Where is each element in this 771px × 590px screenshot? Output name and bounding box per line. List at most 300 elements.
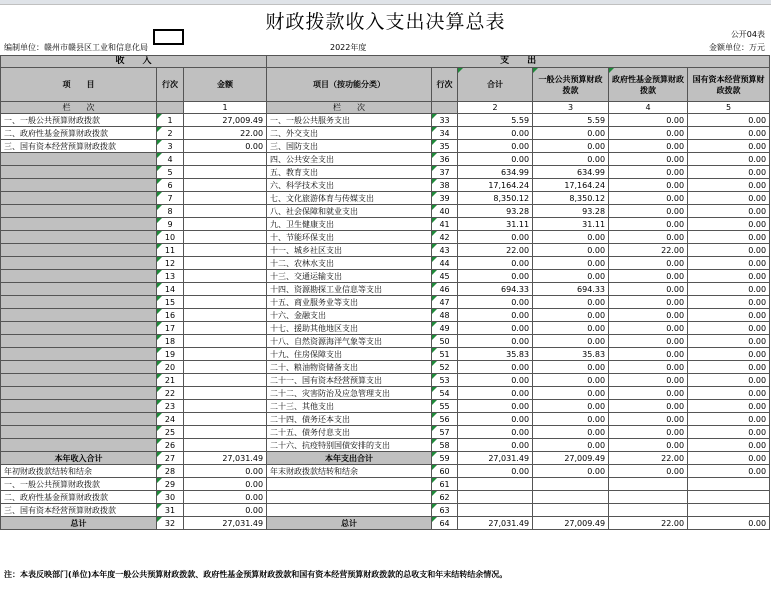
total-cell[interactable]: 0.00 xyxy=(458,335,533,348)
total-cell[interactable]: 0.00 xyxy=(458,296,533,309)
fund-cell[interactable]: 0.00 xyxy=(609,309,688,322)
soe-cell[interactable] xyxy=(688,478,770,491)
right-item: 十四、资源勘探工业信息等支出 xyxy=(267,283,432,296)
table-row xyxy=(1,491,770,504)
left-item xyxy=(1,387,157,400)
grand-total-label-2: 总计 xyxy=(267,517,432,530)
left-amount[interactable] xyxy=(184,374,267,387)
table-row xyxy=(1,114,770,127)
fund-cell[interactable]: 0.00 xyxy=(609,231,688,244)
table-row xyxy=(1,439,770,452)
soe-cell[interactable]: 0.00 xyxy=(688,426,770,439)
left-amount[interactable] xyxy=(184,322,267,335)
fund-cell[interactable]: 0.00 xyxy=(609,426,688,439)
left-item: 二、政府性基金预算财政拨款 xyxy=(1,491,157,504)
total-cell[interactable] xyxy=(458,491,533,504)
left-amount[interactable] xyxy=(184,400,267,413)
general-cell[interactable]: 0.00 xyxy=(533,140,609,153)
table-row xyxy=(1,322,770,335)
fund-header: 政府性基金预算财政拨款 xyxy=(609,68,688,102)
fund-cell[interactable]: 0.00 xyxy=(609,387,688,400)
left-item xyxy=(1,231,157,244)
left-line: 14 xyxy=(157,283,184,296)
table-row xyxy=(1,257,770,270)
soe-cell[interactable]: 0.00 xyxy=(688,387,770,400)
right-line: 57 xyxy=(432,426,458,439)
right-line: 52 xyxy=(432,361,458,374)
grand-total-row xyxy=(1,517,770,530)
col-label: 栏 次 xyxy=(1,102,157,114)
total-cell[interactable]: 35.83 xyxy=(458,348,533,361)
left-line: 17 xyxy=(157,322,184,335)
right-item: 一、一般公共服务支出 xyxy=(267,114,432,127)
left-item xyxy=(1,218,157,231)
left-line: 11 xyxy=(157,244,184,257)
fund-cell[interactable]: 0.00 xyxy=(609,374,688,387)
left-line: 5 xyxy=(157,166,184,179)
soe-cell[interactable]: 0.00 xyxy=(688,166,770,179)
left-item xyxy=(1,270,157,283)
fund-cell[interactable]: 0.00 xyxy=(609,140,688,153)
page-title: 财政拨款收入支出决算总表 xyxy=(265,11,506,33)
table-row xyxy=(1,478,770,491)
general-cell[interactable]: 0.00 xyxy=(533,361,609,374)
soe-cell[interactable]: 0.00 xyxy=(688,114,770,127)
right-line: 56 xyxy=(432,413,458,426)
soe-cell[interactable]: 0.00 xyxy=(688,309,770,322)
left-line: 2 xyxy=(157,127,184,140)
left-item xyxy=(1,322,157,335)
total-cell[interactable]: 0.00 xyxy=(458,322,533,335)
left-amount[interactable]: 0.00 xyxy=(184,478,267,491)
left-amount[interactable] xyxy=(184,270,267,283)
total-cell[interactable]: 0.00 xyxy=(458,387,533,400)
general-cell[interactable]: 0.00 xyxy=(533,413,609,426)
left-amount[interactable]: 27,009.49 xyxy=(184,114,267,127)
soe-cell[interactable]: 0.00 xyxy=(688,270,770,283)
left-item xyxy=(1,348,157,361)
total-cell[interactable]: 0.00 xyxy=(458,374,533,387)
total-cell[interactable]: 0.00 xyxy=(458,231,533,244)
soe-cell[interactable]: 0.00 xyxy=(688,218,770,231)
fund-cell[interactable]: 22.00 xyxy=(609,244,688,257)
table-row xyxy=(1,153,770,166)
general-cell[interactable] xyxy=(533,478,609,491)
left-line: 12 xyxy=(157,257,184,270)
fund-cell[interactable]: 0.00 xyxy=(609,296,688,309)
total-cell[interactable]: 22.00 xyxy=(458,244,533,257)
left-item xyxy=(1,439,157,452)
income-total-line: 27 xyxy=(157,452,184,465)
general-cell[interactable]: 0.00 xyxy=(533,127,609,140)
right-item xyxy=(267,478,432,491)
table-row xyxy=(1,192,770,205)
expense-total-label: 本年支出合计 xyxy=(267,452,432,465)
fund-cell[interactable]: 0.00 xyxy=(609,166,688,179)
right-line: 40 xyxy=(432,205,458,218)
total-cell[interactable]: 5.59 xyxy=(458,114,533,127)
fund-cell[interactable]: 0.00 xyxy=(609,348,688,361)
right-line: 42 xyxy=(432,231,458,244)
right-item: 二十四、债务还本支出 xyxy=(267,413,432,426)
left-amount[interactable] xyxy=(184,296,267,309)
right-line: 45 xyxy=(432,270,458,283)
fund-cell[interactable]: 0.00 xyxy=(609,400,688,413)
soe-cell[interactable]: 0.00 xyxy=(688,231,770,244)
fund-cell[interactable] xyxy=(609,504,688,517)
table-row xyxy=(1,205,770,218)
right-line: 46 xyxy=(432,283,458,296)
total-cell[interactable]: 634.99 xyxy=(458,166,533,179)
right-line: 34 xyxy=(432,127,458,140)
unit-label: 编制单位：赣州市赣县区工业和信息化局 xyxy=(4,43,148,52)
right-item: 八、社会保障和就业支出 xyxy=(267,205,432,218)
left-item: 一、一般公共预算财政拨款 xyxy=(1,478,157,491)
general-cell[interactable] xyxy=(533,504,609,517)
general-cell[interactable]: 0.00 xyxy=(533,257,609,270)
general-cell[interactable]: 0.00 xyxy=(533,231,609,244)
left-item xyxy=(1,426,157,439)
right-item: 三、国防支出 xyxy=(267,140,432,153)
left-line: 6 xyxy=(157,179,184,192)
soe-cell[interactable]: 0.00 xyxy=(688,374,770,387)
soe-cell[interactable]: 0.00 xyxy=(688,283,770,296)
left-line: 3 xyxy=(157,140,184,153)
table-row xyxy=(1,387,770,400)
table-row xyxy=(1,179,770,192)
general-cell[interactable]: 0.00 xyxy=(533,387,609,400)
soe-cell[interactable]: 0.00 xyxy=(688,140,770,153)
right-line: 43 xyxy=(432,244,458,257)
left-item xyxy=(1,205,157,218)
left-amount[interactable]: 0.00 xyxy=(184,465,267,478)
right-item: 十一、城乡社区支出 xyxy=(267,244,432,257)
soe-cell[interactable]: 0.00 xyxy=(688,400,770,413)
table-row xyxy=(1,504,770,517)
fund-cell[interactable]: 0.00 xyxy=(609,153,688,166)
left-amount[interactable] xyxy=(184,361,267,374)
right-line: 48 xyxy=(432,309,458,322)
general-cell[interactable]: 0.00 xyxy=(533,309,609,322)
fund-cell[interactable]: 0.00 xyxy=(609,205,688,218)
left-item xyxy=(1,166,157,179)
fund-cell[interactable]: 0.00 xyxy=(609,439,688,452)
right-item: 七、文化旅游体育与传媒支出 xyxy=(267,192,432,205)
left-item xyxy=(1,374,157,387)
soe-cell[interactable]: 0.00 xyxy=(688,296,770,309)
right-line: 38 xyxy=(432,179,458,192)
left-line: 24 xyxy=(157,413,184,426)
total-cell[interactable]: 0.00 xyxy=(458,309,533,322)
right-item: 十六、金融支出 xyxy=(267,309,432,322)
left-amount[interactable] xyxy=(184,283,267,296)
left-amount[interactable]: 0.00 xyxy=(184,140,267,153)
table-row xyxy=(1,231,770,244)
table-row xyxy=(1,270,770,283)
expense-total-soe[interactable]: 0.00 xyxy=(688,452,770,465)
total-cell[interactable] xyxy=(458,504,533,517)
left-amount[interactable] xyxy=(184,231,267,244)
total-cell[interactable]: 0.00 xyxy=(458,400,533,413)
total-cell[interactable]: 0.00 xyxy=(458,257,533,270)
left-amount[interactable] xyxy=(184,257,267,270)
right-line: 51 xyxy=(432,348,458,361)
fund-cell[interactable]: 0.00 xyxy=(609,322,688,335)
left-item xyxy=(1,244,157,257)
soe-cell[interactable]: 0.00 xyxy=(688,244,770,257)
left-line: 4 xyxy=(157,153,184,166)
grand-total-line: 32 xyxy=(157,517,184,530)
soe-cell[interactable] xyxy=(688,491,770,504)
general-cell[interactable]: 0.00 xyxy=(533,335,609,348)
right-line: 36 xyxy=(432,153,458,166)
general-cell[interactable]: 0.00 xyxy=(533,400,609,413)
table-row xyxy=(1,400,770,413)
left-item xyxy=(1,400,157,413)
left-item xyxy=(1,335,157,348)
grand-total-total[interactable]: 27,031.49 xyxy=(458,517,533,530)
left-amount[interactable] xyxy=(184,218,267,231)
left-item: 二、政府性基金预算财政拨款 xyxy=(1,127,157,140)
grand-total-soe[interactable]: 0.00 xyxy=(688,517,770,530)
left-amount[interactable] xyxy=(184,153,267,166)
expense-total-line: 59 xyxy=(432,452,458,465)
right-item: 九、卫生健康支出 xyxy=(267,218,432,231)
left-line: 10 xyxy=(157,231,184,244)
soe-cell[interactable]: 0.00 xyxy=(688,257,770,270)
table-row xyxy=(1,244,770,257)
table-row xyxy=(1,309,770,322)
expense-total-general[interactable]: 27,009.49 xyxy=(533,452,609,465)
right-line: 50 xyxy=(432,335,458,348)
left-item xyxy=(1,413,157,426)
fund-cell[interactable]: 0.00 xyxy=(609,413,688,426)
soe-cell[interactable]: 0.00 xyxy=(688,465,770,478)
left-item: 三、国有资本经营预算财政拨款 xyxy=(1,140,157,153)
general-cell[interactable]: 694.33 xyxy=(533,283,609,296)
table-row xyxy=(1,361,770,374)
right-item: 二十、粮油物资储备支出 xyxy=(267,361,432,374)
total-cell[interactable]: 0.00 xyxy=(458,361,533,374)
header-row-3 xyxy=(1,102,770,114)
right-item: 四、公共安全支出 xyxy=(267,153,432,166)
general-cell[interactable]: 17,164.24 xyxy=(533,179,609,192)
table-row xyxy=(1,335,770,348)
total-cell[interactable]: 0.00 xyxy=(458,270,533,283)
left-amount[interactable]: 22.00 xyxy=(184,127,267,140)
expense-total-amount[interactable]: 27,031.49 xyxy=(458,452,533,465)
fund-cell[interactable]: 0.00 xyxy=(609,218,688,231)
total-cell[interactable]: 0.00 xyxy=(458,153,533,166)
right-item: 二、外交支出 xyxy=(267,127,432,140)
left-line: 16 xyxy=(157,309,184,322)
left-line: 23 xyxy=(157,400,184,413)
col-label-2: 栏 次 xyxy=(267,102,432,114)
total-cell[interactable]: 0.00 xyxy=(458,413,533,426)
left-line: 1 xyxy=(157,114,184,127)
left-line: 7 xyxy=(157,192,184,205)
general-cell[interactable]: 8,350.12 xyxy=(533,192,609,205)
general-cell[interactable]: 0.00 xyxy=(533,322,609,335)
fund-cell[interactable]: 0.00 xyxy=(609,179,688,192)
right-item: 十五、商业服务业等支出 xyxy=(267,296,432,309)
fund-cell[interactable]: 0.00 xyxy=(609,127,688,140)
general-header: 一般公共预算财政拨款 xyxy=(533,68,609,102)
grand-total-fund[interactable]: 22.00 xyxy=(609,517,688,530)
right-item: 十三、交通运输支出 xyxy=(267,270,432,283)
left-line: 30 xyxy=(157,491,184,504)
general-cell[interactable]: 0.00 xyxy=(533,439,609,452)
total-cell[interactable]: 0.00 xyxy=(458,140,533,153)
right-item: 二十五、债务付息支出 xyxy=(267,426,432,439)
soe-cell[interactable]: 0.00 xyxy=(688,153,770,166)
fund-cell[interactable]: 0.00 xyxy=(609,192,688,205)
left-line: 26 xyxy=(157,439,184,452)
form-code: 公开04表 xyxy=(730,30,765,39)
footnote: 注：本表反映部门(单位)本年度一般公共预算财政拨款、政府性基金预算财政拨款和国有资本经营预算财政拨款的总收支和年末结转结余情况。 xyxy=(4,570,508,579)
left-item xyxy=(1,296,157,309)
total-cell[interactable]: 694.33 xyxy=(458,283,533,296)
left-amount[interactable] xyxy=(184,348,267,361)
cell-selection-cursor[interactable] xyxy=(153,29,184,45)
right-line: 49 xyxy=(432,322,458,335)
left-amount[interactable] xyxy=(184,426,267,439)
general-cell[interactable]: 0.00 xyxy=(533,426,609,439)
left-line: 8 xyxy=(157,205,184,218)
soe-cell[interactable]: 0.00 xyxy=(688,439,770,452)
left-item: 三、国有资本经营预算财政拨款 xyxy=(1,504,157,517)
total-cell[interactable]: 0.00 xyxy=(458,465,533,478)
soe-cell[interactable]: 0.00 xyxy=(688,361,770,374)
right-item xyxy=(267,491,432,504)
general-cell[interactable]: 0.00 xyxy=(533,374,609,387)
income-total-label: 本年收入合计 xyxy=(1,452,157,465)
left-amount[interactable] xyxy=(184,413,267,426)
right-item: 六、科学技术支出 xyxy=(267,179,432,192)
left-line: 18 xyxy=(157,335,184,348)
fund-cell[interactable] xyxy=(609,478,688,491)
left-amount[interactable] xyxy=(184,192,267,205)
general-cell[interactable]: 93.28 xyxy=(533,205,609,218)
soe-cell[interactable]: 0.00 xyxy=(688,179,770,192)
left-amount[interactable] xyxy=(184,205,267,218)
fund-cell[interactable]: 0.00 xyxy=(609,361,688,374)
right-line: 47 xyxy=(432,296,458,309)
general-cell[interactable]: 31.11 xyxy=(533,218,609,231)
fund-cell[interactable]: 0.00 xyxy=(609,465,688,478)
total-cell[interactable]: 17,164.24 xyxy=(458,179,533,192)
right-item: 十九、住房保障支出 xyxy=(267,348,432,361)
fund-cell[interactable]: 0.00 xyxy=(609,335,688,348)
total-cell[interactable]: 93.28 xyxy=(458,205,533,218)
right-line: 44 xyxy=(432,257,458,270)
left-amount[interactable] xyxy=(184,244,267,257)
item-func-header: 项目（按功能分类） xyxy=(267,68,432,102)
right-line: 63 xyxy=(432,504,458,517)
fund-cell[interactable]: 0.00 xyxy=(609,270,688,283)
total-cell[interactable]: 31.11 xyxy=(458,218,533,231)
soe-cell[interactable]: 0.00 xyxy=(688,205,770,218)
table-row xyxy=(1,127,770,140)
general-cell[interactable]: 0.00 xyxy=(533,296,609,309)
left-amount[interactable] xyxy=(184,439,267,452)
income-total-amount[interactable]: 27,031.49 xyxy=(184,452,267,465)
soe-cell[interactable]: 0.00 xyxy=(688,335,770,348)
general-cell[interactable] xyxy=(533,491,609,504)
left-amount[interactable] xyxy=(184,166,267,179)
col-5: 5 xyxy=(688,102,770,114)
soe-cell[interactable]: 0.00 xyxy=(688,413,770,426)
general-cell[interactable]: 0.00 xyxy=(533,465,609,478)
grand-total-amount[interactable]: 27,031.49 xyxy=(184,517,267,530)
total-cell[interactable] xyxy=(458,478,533,491)
left-item xyxy=(1,192,157,205)
left-line: 31 xyxy=(157,504,184,517)
line-no-header-2: 行次 xyxy=(432,68,458,102)
left-amount[interactable] xyxy=(184,309,267,322)
table-row xyxy=(1,166,770,179)
fund-cell[interactable]: 0.00 xyxy=(609,283,688,296)
total-cell[interactable]: 0.00 xyxy=(458,439,533,452)
right-line: 60 xyxy=(432,465,458,478)
left-amount[interactable] xyxy=(184,387,267,400)
year-label: 2022年度 xyxy=(330,43,367,52)
left-amount[interactable] xyxy=(184,335,267,348)
general-cell[interactable]: 0.00 xyxy=(533,153,609,166)
left-line: 25 xyxy=(157,426,184,439)
fund-cell[interactable]: 0.00 xyxy=(609,257,688,270)
col-1: 1 xyxy=(184,102,267,114)
right-line: 37 xyxy=(432,166,458,179)
grand-total-general[interactable]: 27,009.49 xyxy=(533,517,609,530)
general-cell[interactable]: 35.83 xyxy=(533,348,609,361)
right-line: 62 xyxy=(432,491,458,504)
table-row xyxy=(1,465,770,478)
header-row-2 xyxy=(1,68,770,102)
right-line: 58 xyxy=(432,439,458,452)
left-item xyxy=(1,361,157,374)
soe-cell[interactable]: 0.00 xyxy=(688,192,770,205)
table-row xyxy=(1,426,770,439)
col-blank xyxy=(157,102,184,114)
income-total-row xyxy=(1,452,770,465)
soe-cell[interactable]: 0.00 xyxy=(688,348,770,361)
spreadsheet-column-header xyxy=(0,0,771,5)
left-amount[interactable]: 0.00 xyxy=(184,491,267,504)
fund-cell[interactable] xyxy=(609,491,688,504)
soe-cell[interactable]: 0.00 xyxy=(688,322,770,335)
general-cell[interactable]: 5.59 xyxy=(533,114,609,127)
right-item xyxy=(267,504,432,517)
fund-cell[interactable]: 0.00 xyxy=(609,114,688,127)
total-cell[interactable]: 0.00 xyxy=(458,426,533,439)
right-item: 二十六、抗疫特别国债安排的支出 xyxy=(267,439,432,452)
general-cell[interactable]: 0.00 xyxy=(533,244,609,257)
total-cell[interactable]: 0.00 xyxy=(458,127,533,140)
general-cell[interactable]: 634.99 xyxy=(533,166,609,179)
left-amount[interactable]: 0.00 xyxy=(184,504,267,517)
total-cell[interactable]: 8,350.12 xyxy=(458,192,533,205)
grand-total-line-2: 64 xyxy=(432,517,458,530)
left-amount[interactable] xyxy=(184,179,267,192)
general-cell[interactable]: 0.00 xyxy=(533,270,609,283)
soe-cell[interactable]: 0.00 xyxy=(688,127,770,140)
soe-cell[interactable] xyxy=(688,504,770,517)
expense-total-fund[interactable]: 22.00 xyxy=(609,452,688,465)
table-row xyxy=(1,283,770,296)
grand-total-label: 总计 xyxy=(1,517,157,530)
left-item xyxy=(1,257,157,270)
